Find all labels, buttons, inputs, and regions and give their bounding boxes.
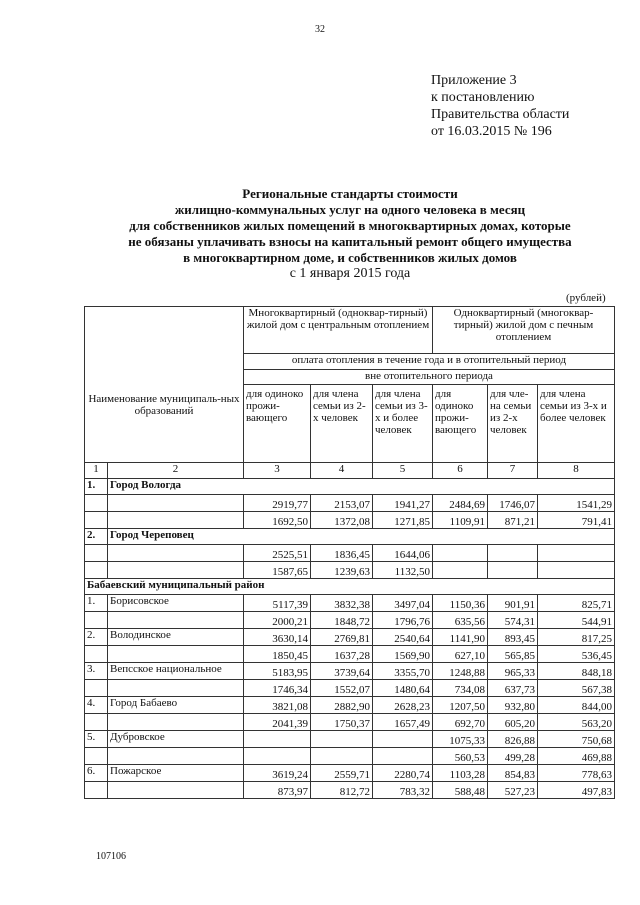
section-row (85, 479, 615, 495)
value-cell: 3497,04 (373, 595, 433, 612)
row-number: 3. (85, 663, 108, 680)
table-row (85, 562, 615, 579)
title-line: Региональные стандарты стоимости (242, 186, 458, 201)
value-cell (244, 731, 311, 748)
value-cell: 544,91 (538, 612, 615, 629)
municipality-name (108, 646, 244, 663)
column-number: 2 (108, 463, 244, 479)
value-cell: 637,73 (488, 680, 538, 697)
value-cell: 692,70 (433, 714, 488, 731)
value-cell: 826,88 (488, 731, 538, 748)
value-cell: 2280,74 (373, 765, 433, 782)
value-cell: 1075,33 (433, 731, 488, 748)
value-cell: 854,83 (488, 765, 538, 782)
value-cell: 1587,65 (244, 562, 311, 579)
appendix-line: от 16.03.2015 № 196 (431, 124, 552, 139)
value-cell: 536,45 (538, 646, 615, 663)
header-group-central: Многоквартирный (одноквар-тирный) жилой дом с центральным отоплением (244, 307, 433, 354)
title-date: с 1 января 2015 года (289, 266, 411, 281)
value-cell: 497,83 (538, 782, 615, 799)
value-cell: 893,45 (488, 629, 538, 646)
municipality-name (108, 714, 244, 731)
table-row (85, 545, 615, 562)
municipality-name (108, 612, 244, 629)
footer-code: 107106 (96, 851, 126, 862)
row-number (85, 495, 108, 512)
value-cell: 1372,08 (311, 512, 373, 529)
subheader: для члена семьи из 2-х человек (311, 385, 373, 463)
row-number: 2. (85, 629, 108, 646)
municipality-name: Борисовское (108, 595, 244, 612)
table-row (85, 765, 615, 782)
value-cell: 3619,24 (244, 765, 311, 782)
value-cell: 1150,36 (433, 595, 488, 612)
header-group-stove: Одноквартирный (многоквар-тирный) жилой дом с печным отоплением (433, 307, 615, 354)
table-row (85, 646, 615, 663)
table-row (85, 663, 615, 680)
value-cell: 1239,63 (311, 562, 373, 579)
value-cell: 1103,28 (433, 765, 488, 782)
table-row (85, 495, 615, 512)
table-row (85, 714, 615, 731)
value-cell: 1248,88 (433, 663, 488, 680)
municipality-name (108, 680, 244, 697)
document-title (80, 186, 620, 282)
subheader: для чле-на семьи из 2-х человек (488, 385, 538, 463)
value-cell: 783,32 (373, 782, 433, 799)
value-cell: 2919,77 (244, 495, 311, 512)
row-number: 6. (85, 765, 108, 782)
value-cell: 844,00 (538, 697, 615, 714)
section-name: Город Череповец (108, 529, 615, 545)
municipality-name: Дубровское (108, 731, 244, 748)
value-cell: 1207,50 (433, 697, 488, 714)
row-number (85, 680, 108, 697)
standards-table (84, 306, 615, 799)
value-cell: 560,53 (433, 748, 488, 765)
value-cell: 873,97 (244, 782, 311, 799)
section-name: Город Вологда (108, 479, 615, 495)
subheader: для одиноко прожи-вающего (244, 385, 311, 463)
subheader: для члена семьи из 3-х и более человек (538, 385, 615, 463)
value-cell: 825,71 (538, 595, 615, 612)
title-line: в многоквартирном доме, и собственников жилых домов (183, 250, 517, 265)
table-row (85, 629, 615, 646)
value-cell: 3630,14 (244, 629, 311, 646)
value-cell: 2769,81 (311, 629, 373, 646)
column-number: 8 (538, 463, 615, 479)
municipality-name: Пожарское (108, 765, 244, 782)
value-cell (373, 748, 433, 765)
row-number: 5. (85, 731, 108, 748)
value-cell: 1750,37 (311, 714, 373, 731)
value-cell (433, 545, 488, 562)
value-cell: 627,10 (433, 646, 488, 663)
row-number (85, 646, 108, 663)
value-cell: 3355,70 (373, 663, 433, 680)
value-cell: 563,20 (538, 714, 615, 731)
row-number: 1. (85, 479, 108, 495)
table-row (85, 731, 615, 748)
municipality-name (108, 512, 244, 529)
value-cell: 778,63 (538, 765, 615, 782)
value-cell: 1569,90 (373, 646, 433, 663)
value-cell: 2041,39 (244, 714, 311, 731)
value-cell: 932,80 (488, 697, 538, 714)
municipality-name (108, 782, 244, 799)
column-number: 3 (244, 463, 311, 479)
value-cell (538, 562, 615, 579)
header-heating-year: оплата отопления в течение года и в отопительный период (244, 354, 615, 370)
title-line: не обязаны уплачивать взносы на капитальный ремонт общего имущества (128, 234, 572, 249)
page-number: 32 (315, 24, 325, 35)
value-cell: 527,23 (488, 782, 538, 799)
value-cell: 2559,71 (311, 765, 373, 782)
value-cell: 574,31 (488, 612, 538, 629)
value-cell: 1836,45 (311, 545, 373, 562)
column-number: 4 (311, 463, 373, 479)
value-cell: 2540,64 (373, 629, 433, 646)
value-cell: 817,25 (538, 629, 615, 646)
value-cell: 2628,23 (373, 697, 433, 714)
value-cell: 1746,34 (244, 680, 311, 697)
value-cell: 469,88 (538, 748, 615, 765)
table-row (85, 697, 615, 714)
value-cell: 1141,90 (433, 629, 488, 646)
value-cell (244, 748, 311, 765)
row-number (85, 782, 108, 799)
table-body (85, 479, 615, 799)
row-number (85, 714, 108, 731)
value-cell: 2525,51 (244, 545, 311, 562)
table-row (85, 595, 615, 612)
value-cell: 3739,64 (311, 663, 373, 680)
value-cell: 5117,39 (244, 595, 311, 612)
municipality-name (108, 748, 244, 765)
municipality-name (108, 545, 244, 562)
table-row (85, 748, 615, 765)
column-number: 5 (373, 463, 433, 479)
row-number (85, 545, 108, 562)
value-cell: 1552,07 (311, 680, 373, 697)
value-cell: 1644,06 (373, 545, 433, 562)
table-row (85, 612, 615, 629)
value-cell: 2484,69 (433, 495, 488, 512)
value-cell (373, 731, 433, 748)
municipality-name: Володинское (108, 629, 244, 646)
value-cell (538, 545, 615, 562)
column-number: 7 (488, 463, 538, 479)
table-row (85, 782, 615, 799)
value-cell: 605,20 (488, 714, 538, 731)
value-cell: 1796,76 (373, 612, 433, 629)
appendix-line: Приложение 3 (431, 73, 517, 88)
value-cell: 1637,28 (311, 646, 373, 663)
value-cell: 901,91 (488, 595, 538, 612)
value-cell: 750,68 (538, 731, 615, 748)
municipality-name: Вепсское национальное (108, 663, 244, 680)
header-heating-off: вне отопительного периода (244, 370, 615, 385)
appendix-reference (431, 72, 569, 140)
value-cell: 1541,29 (538, 495, 615, 512)
row-number (85, 562, 108, 579)
municipality-name: Город Бабаево (108, 697, 244, 714)
value-cell: 1657,49 (373, 714, 433, 731)
value-cell: 1692,50 (244, 512, 311, 529)
value-cell (311, 748, 373, 765)
municipality-name (108, 562, 244, 579)
row-number: 4. (85, 697, 108, 714)
municipality-name (108, 495, 244, 512)
value-cell: 1109,91 (433, 512, 488, 529)
value-cell: 1480,64 (373, 680, 433, 697)
table-row (85, 512, 615, 529)
table-row (85, 680, 615, 697)
value-cell: 1848,72 (311, 612, 373, 629)
value-cell: 588,48 (433, 782, 488, 799)
row-number (85, 512, 108, 529)
value-cell: 1132,50 (373, 562, 433, 579)
value-cell: 5183,95 (244, 663, 311, 680)
value-cell: 965,33 (488, 663, 538, 680)
value-cell: 499,28 (488, 748, 538, 765)
appendix-line: Правительства области (431, 107, 570, 122)
value-cell: 1850,45 (244, 646, 311, 663)
value-cell: 812,72 (311, 782, 373, 799)
district-name: Бабаевский муниципальный район (85, 579, 615, 595)
subheader: для члена семьи из 3-х и более человек (373, 385, 433, 463)
value-cell: 1271,85 (373, 512, 433, 529)
section-row (85, 529, 615, 545)
value-cell: 1746,07 (488, 495, 538, 512)
row-number (85, 748, 108, 765)
value-cell: 2153,07 (311, 495, 373, 512)
row-number: 2. (85, 529, 108, 545)
value-cell (433, 562, 488, 579)
title-line: жилищно-коммунальных услуг на одного человека в месяц (174, 202, 526, 217)
value-cell: 848,18 (538, 663, 615, 680)
value-cell: 1941,27 (373, 495, 433, 512)
row-number: 1. (85, 595, 108, 612)
column-number: 1 (85, 463, 108, 479)
header-municipality: Наименование муниципаль-ных образований (85, 307, 244, 463)
value-cell (311, 731, 373, 748)
value-cell: 734,08 (433, 680, 488, 697)
value-cell (488, 545, 538, 562)
value-cell: 791,41 (538, 512, 615, 529)
value-cell: 567,38 (538, 680, 615, 697)
district-row (85, 579, 615, 595)
value-cell: 3832,38 (311, 595, 373, 612)
value-cell: 2000,21 (244, 612, 311, 629)
appendix-line: к постановлению (431, 90, 535, 105)
value-cell: 635,56 (433, 612, 488, 629)
value-cell: 871,21 (488, 512, 538, 529)
row-number (85, 612, 108, 629)
unit-label: (рублей) (566, 292, 606, 304)
column-number: 6 (433, 463, 488, 479)
subheader: для одиноко прожи-вающего (433, 385, 488, 463)
value-cell: 3821,08 (244, 697, 311, 714)
value-cell: 565,85 (488, 646, 538, 663)
value-cell (488, 562, 538, 579)
value-cell: 2882,90 (311, 697, 373, 714)
title-line: для собственников жилых помещений в многоквартирных домах, которые (129, 218, 571, 233)
